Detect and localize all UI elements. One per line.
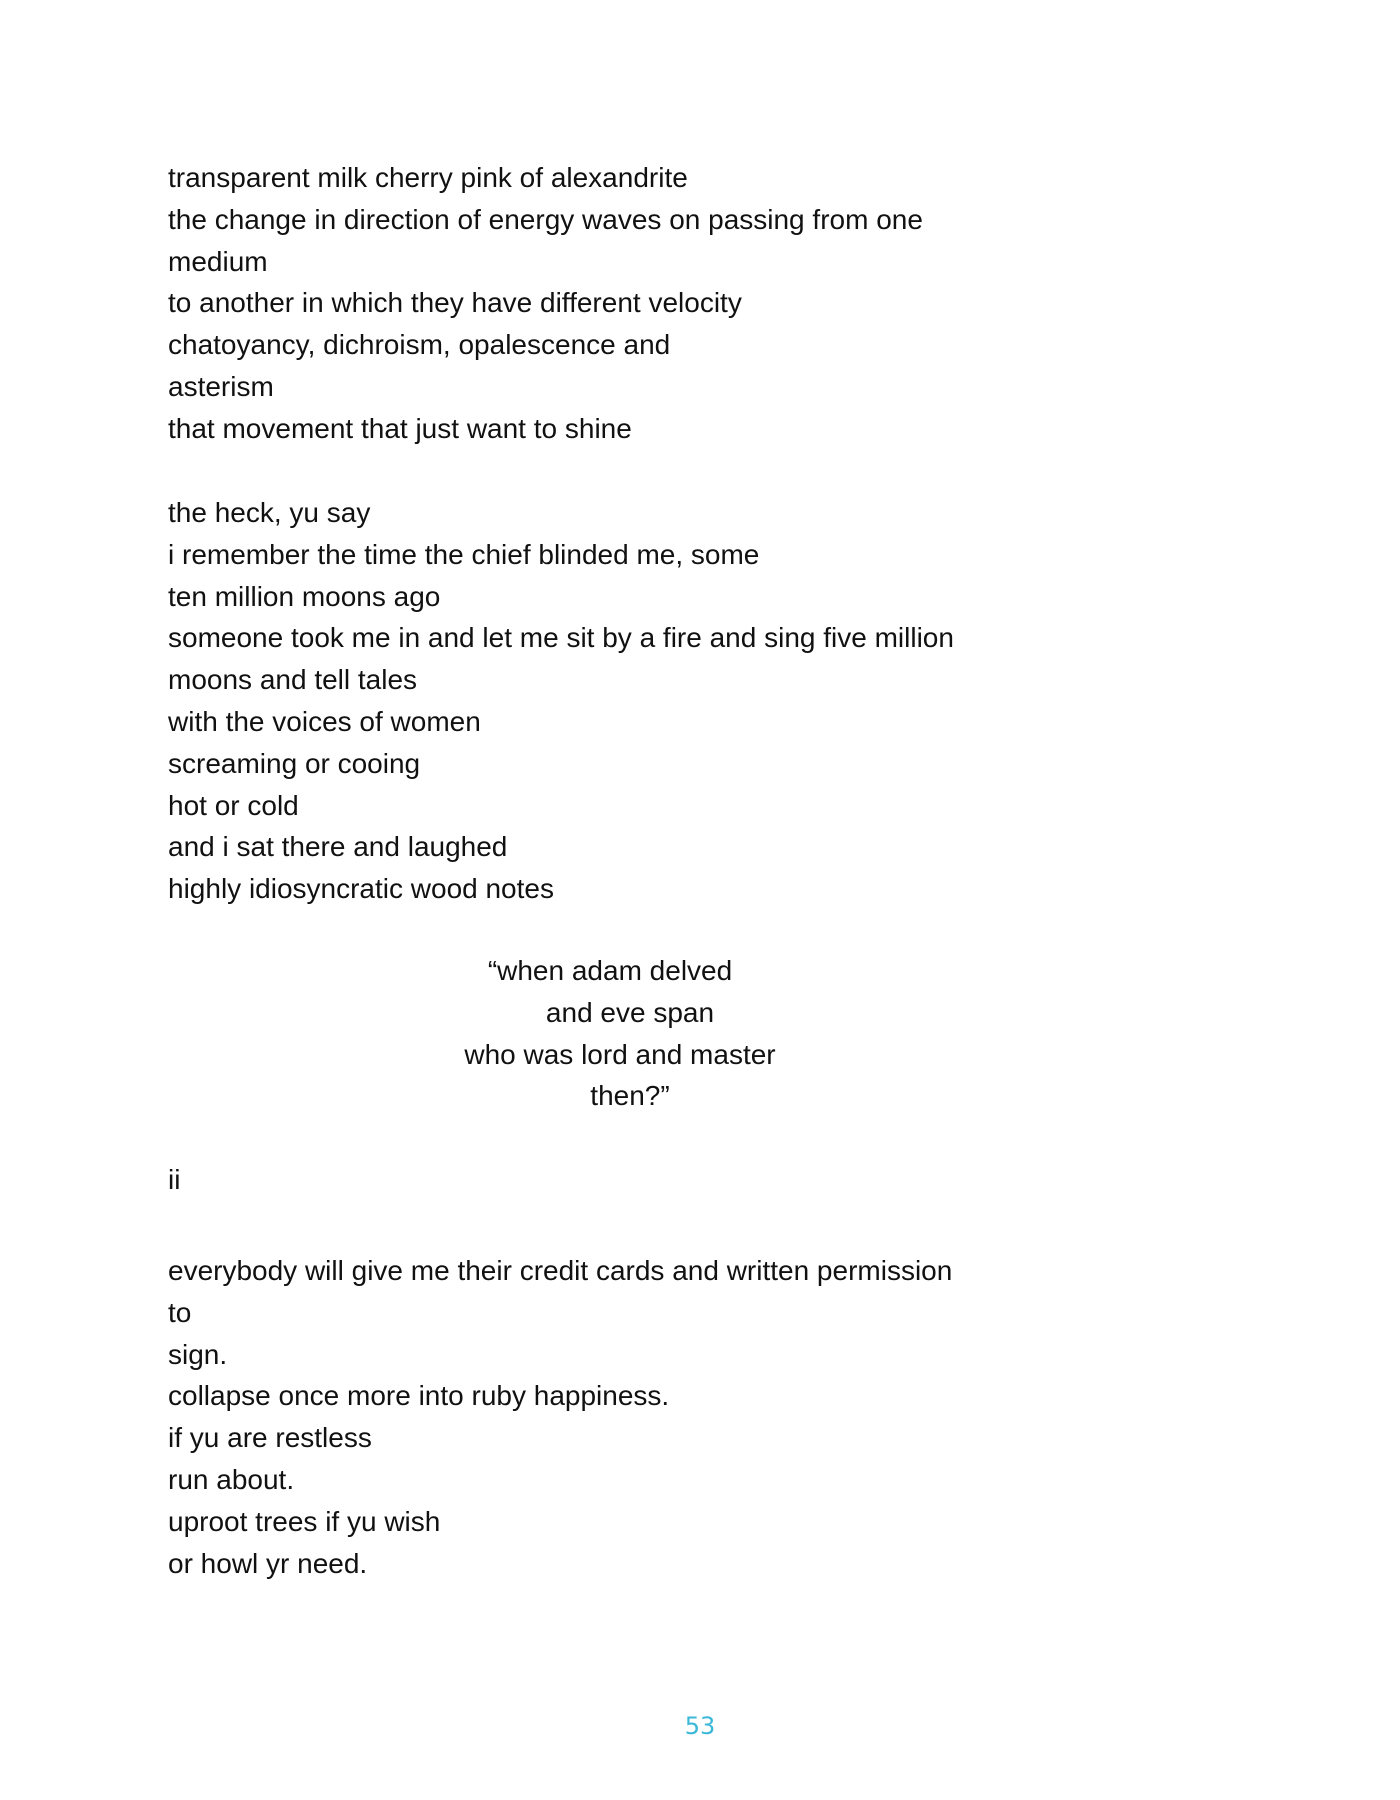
poem-line: screaming or cooing (168, 747, 421, 779)
epigraph-quote (420, 950, 820, 1117)
quote-line: then?” (590, 1080, 670, 1112)
poem-line: i remember the time the chief blinded me, some (168, 538, 760, 570)
poem-line: to another in which they have different velocity (168, 287, 742, 319)
stanza-1 (168, 157, 1268, 450)
poem-line: asterism (168, 370, 274, 402)
poem-line: transparent milk cherry pink of alexandrite (168, 162, 688, 193)
quote-line: “when adam delved (487, 955, 733, 986)
stanza-2 (168, 492, 1268, 910)
poem-line: the heck, yu say (168, 497, 371, 528)
page-number: 53 (684, 1712, 716, 1740)
poem-line: hot or cold (168, 789, 299, 821)
poem-line: with the voices of women (168, 705, 481, 737)
poem-line: collapse once more into ruby happiness. (168, 1380, 670, 1412)
poem-line: the change in direction of energy waves on passing from one (168, 203, 923, 235)
poem-line: chatoyancy, dichroism, opalescence and (168, 329, 671, 361)
poem-line: or howl yr need. (168, 1547, 368, 1579)
stanza-3 (168, 1250, 1268, 1584)
poem-line: moons and tell tales (168, 664, 418, 696)
poem-line: sign. (168, 1338, 228, 1370)
poem-line: uproot trees if yu wish (168, 1505, 441, 1537)
poem-line: everybody will give me their credit cards and written permission (168, 1255, 953, 1286)
poem-line: run about. (168, 1463, 295, 1495)
quote-line: who was lord and master (464, 1038, 776, 1070)
poem-line: and i sat there and laughed (168, 831, 508, 863)
quote-line: and eve span (545, 996, 715, 1028)
poem-line: someone took me in and let me sit by a fire and sing five million (168, 622, 954, 654)
poem-line: medium (168, 245, 268, 277)
poem-line: that movement that just want to shine (168, 412, 632, 444)
poem-line: ten million moons ago (168, 580, 441, 612)
poem-line: to (168, 1296, 192, 1328)
section-number: ii (168, 1164, 181, 1195)
poem-line: highly idiosyncratic wood notes (168, 873, 554, 905)
poem-line: if yu are restless (168, 1422, 372, 1454)
